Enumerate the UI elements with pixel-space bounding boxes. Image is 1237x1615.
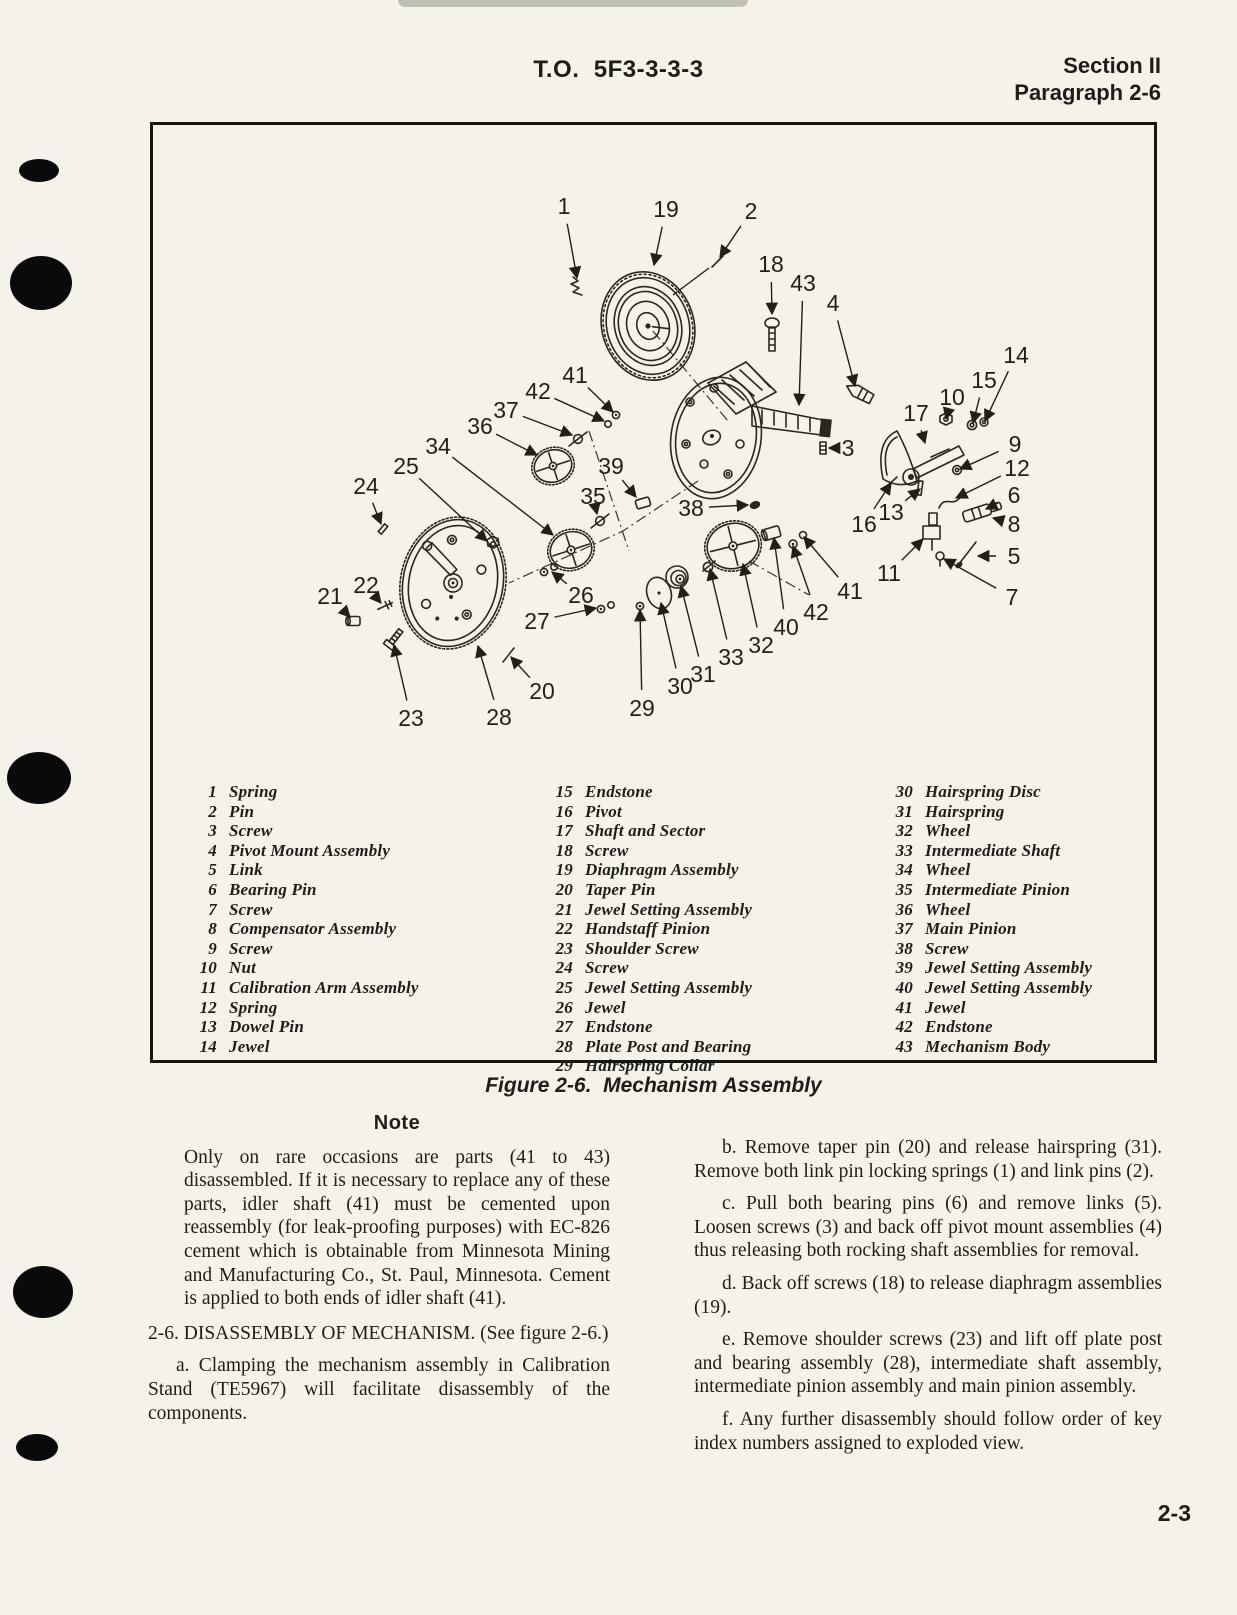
center-lines [509, 268, 809, 595]
part-name: Main Pinion [925, 919, 1017, 939]
callout-leader [523, 416, 572, 435]
part-number: 6 [208, 879, 217, 899]
screw-part-drawing [765, 318, 779, 351]
callout-label: 20 [529, 678, 555, 704]
part-row [185, 939, 495, 959]
note-text: Only on rare occasions are parts (41 to 43) disassembled. If it is necessary to replace any of these parts, idler shaft (41) must be cemented upon reassembly (for leak-proofing purposes) with EC-826 cement which is obtainable from Minnesota Mining and Manufacturing Co., St. Paul, Minnesota. Cement is applied to both ends of idler shaft (41). [184, 1146, 610, 1310]
part-name: Endstone [585, 1017, 653, 1037]
part-row [185, 821, 495, 841]
note-heading: Note [373, 1112, 421, 1134]
part-row [541, 880, 861, 900]
parts-column-3 [881, 782, 1151, 1056]
part-row [541, 821, 861, 841]
callout-label: 41 [562, 362, 588, 388]
part-row [185, 1037, 495, 1057]
part-row [881, 841, 1151, 861]
part-number: 31 [895, 801, 913, 821]
part-number: 13 [199, 1017, 217, 1037]
paragraph-c: c. Pull both bearing pins (6) and remove links (5). Loosen screws (3) and back off pivot mount assemblies (4) thus releasing both rocking shaft assemblies for removal. [694, 1193, 1162, 1262]
part-row [541, 841, 861, 861]
callout-label: 17 [903, 400, 929, 426]
part-name: Jewel Setting Assembly [925, 977, 1093, 997]
callout-label: 24 [353, 473, 379, 499]
part-row [185, 919, 495, 939]
part-number: 26 [555, 997, 573, 1017]
part-row [185, 782, 495, 802]
jewel-setting-cluster-drawing [760, 526, 806, 548]
callout-label: 25 [393, 453, 419, 479]
callout-label: 29 [629, 695, 655, 721]
part-number: 22 [555, 919, 573, 939]
callout-label: 19 [653, 196, 679, 222]
part-number: 33 [895, 840, 913, 860]
part-row [881, 880, 1151, 900]
callout-label: 11 [877, 560, 901, 586]
part-number: 16 [555, 801, 573, 821]
part-row [185, 978, 495, 998]
part-number: 20 [555, 879, 573, 899]
part-number: 32 [895, 821, 913, 841]
part-number: 8 [208, 919, 217, 939]
callout-label: 28 [486, 704, 512, 730]
shaft-and-sector-drawing [881, 413, 988, 495]
callout-label: 41 [837, 578, 863, 604]
callout-label: 33 [718, 644, 744, 670]
part-row [185, 860, 495, 880]
plate-post-and-bearing-drawing [388, 507, 518, 659]
part-row [541, 998, 861, 1018]
paragraph-e: e. Remove shoulder screws (23) and lift off plate post and bearing assembly (28), intermediate shaft assembly, intermediate pinion assembly and main pinion assembly. [694, 1329, 1162, 1398]
part-row [541, 919, 861, 939]
part-number: 29 [555, 1056, 573, 1076]
callout-leader [710, 569, 727, 639]
paragraph-d: d. Back off screws (18) to release diaphragm assemblies (19). [694, 1272, 1162, 1318]
callout-leader [640, 610, 642, 690]
callout-leader [654, 227, 662, 265]
part-name: Screw [585, 958, 629, 978]
callout-label: 39 [598, 453, 624, 479]
callout-label: 23 [398, 705, 424, 731]
part-name: Pin [229, 801, 255, 821]
part-number: 21 [555, 899, 573, 919]
part-name: Jewel [229, 1036, 270, 1056]
pivot-mount-drawing [844, 381, 874, 405]
callout-leader [419, 478, 487, 541]
part-row [541, 1056, 861, 1076]
callout-label: 34 [425, 433, 451, 459]
part-name: Endstone [585, 782, 653, 801]
callout-leader [921, 430, 925, 443]
callout-label: 22 [353, 572, 379, 598]
callout-label: 3 [841, 435, 855, 461]
callout-leader [793, 546, 810, 595]
callout-label: 38 [678, 495, 704, 521]
callout-label: 1 [557, 193, 571, 219]
callout-leader [804, 537, 838, 577]
taper-pin-drawing [503, 648, 514, 662]
callout-leader [709, 505, 748, 507]
part-name: Hairspring Disc [925, 782, 1041, 801]
part-name: Jewel Setting Assembly [925, 958, 1093, 978]
scan-smudge [398, 0, 748, 7]
callout-leader [799, 301, 802, 405]
part-number: 18 [555, 840, 573, 860]
pin-part-drawing [712, 256, 723, 267]
callout-label: 9 [1008, 431, 1022, 457]
wheel-drawing [699, 515, 766, 577]
text-column-right [694, 1136, 1162, 1455]
callout-leader [771, 282, 772, 314]
callout-label: 14 [1003, 342, 1029, 368]
part-row [881, 919, 1151, 939]
part-row [541, 900, 861, 920]
callout-label: 35 [580, 483, 606, 509]
callout-leader [496, 434, 537, 455]
part-number: 2 [208, 801, 217, 821]
callout-leader [478, 646, 494, 700]
part-name: Plate Post and Bearing [585, 1036, 752, 1056]
part-number: 24 [555, 958, 573, 978]
part-number: 17 [555, 821, 573, 841]
spring-part-drawing [571, 277, 582, 295]
part-number: 30 [895, 782, 913, 801]
part-row [185, 958, 495, 978]
part-row [185, 1017, 495, 1037]
callout-label: 6 [1007, 482, 1021, 508]
part-row [881, 958, 1151, 978]
part-number: 42 [895, 1017, 913, 1037]
part-number: 19 [555, 860, 573, 880]
callout-label: 30 [667, 673, 693, 699]
callout-label: 36 [467, 413, 493, 439]
callout-label: 18 [758, 251, 784, 277]
part-number: 14 [199, 1036, 217, 1056]
parts-column-2 [541, 782, 861, 1076]
part-row [881, 998, 1151, 1018]
part-name: Nut [229, 958, 257, 978]
part-row [185, 841, 495, 861]
part-number: 15 [555, 782, 573, 801]
part-number: 35 [895, 879, 913, 899]
part-row [541, 1037, 861, 1057]
part-name: Intermediate Shaft [925, 840, 1061, 860]
part-name: Screw [229, 938, 273, 958]
callout-label: 26 [568, 582, 594, 608]
callout-leader [956, 476, 1001, 498]
figure-caption: Figure 2-6. Mechanism Assembly [485, 1074, 822, 1097]
callout-label: 43 [790, 270, 816, 296]
part-name: Taper Pin [585, 879, 656, 899]
callout-label: 21 [317, 583, 343, 609]
part-name: Hairspring [925, 801, 1005, 821]
part-number: 36 [895, 899, 913, 919]
part-name: Jewel Setting Assembly [585, 899, 753, 919]
part-name: Wheel [925, 899, 971, 919]
callout-label: 31 [690, 661, 716, 687]
part-row [185, 802, 495, 822]
figure-box [150, 122, 1157, 1076]
callout-label: 37 [493, 397, 519, 423]
mechanism-exploded-view-diagram [153, 125, 1154, 775]
part-number: 1 [208, 782, 217, 801]
left-small-parts-drawing [378, 411, 761, 548]
callout-leader [567, 224, 577, 278]
part-number: 12 [199, 997, 217, 1017]
callout-layer [317, 193, 1030, 731]
part-name: Wheel [925, 821, 971, 841]
parts-column-1 [185, 782, 495, 1056]
part-name: Screw [585, 840, 629, 860]
callout-label: 4 [826, 290, 840, 316]
part-row [881, 821, 1151, 841]
callout-leader [588, 388, 613, 412]
part-name: Shoulder Screw [585, 938, 699, 958]
binder-hole [13, 1266, 73, 1318]
callout-label: 7 [1005, 584, 1019, 610]
part-row [881, 1037, 1151, 1057]
callout-leader [774, 538, 784, 609]
part-row [185, 880, 495, 900]
part-name: Jewel Setting Assembly [585, 977, 753, 997]
diaphragm-assembly-drawing [587, 259, 708, 392]
part-name: Wheel [925, 860, 971, 880]
part-number: 41 [895, 997, 913, 1017]
callout-label: 27 [524, 608, 550, 634]
part-number: 38 [895, 938, 913, 958]
hairspring-cluster-drawing [636, 561, 715, 612]
part-name: Link [229, 860, 263, 880]
callout-label: 2 [744, 198, 758, 224]
paragraph-a: a. Clamping the mechanism assembly in Calibration Stand (TE5967) will facilitate disassembly of the components. [148, 1355, 610, 1424]
binder-hole [7, 752, 71, 804]
part-name: Mechanism Body [925, 1036, 1051, 1056]
part-number: 7 [208, 899, 217, 919]
binder-hole [19, 159, 59, 182]
part-row [541, 782, 861, 802]
part-name: Screw [925, 938, 969, 958]
part-number: 34 [895, 860, 913, 880]
callout-label: 8 [1007, 511, 1021, 537]
part-name: Screw [229, 899, 273, 919]
part-row [881, 802, 1151, 822]
callout-leader [511, 657, 530, 678]
callout-leader [622, 480, 636, 497]
binder-hole [10, 256, 72, 310]
part-row [541, 1017, 861, 1037]
callout-leader [973, 397, 980, 423]
part-row [881, 978, 1151, 998]
callout-leader [552, 572, 567, 584]
paragraph-label: Paragraph 2-6 [1014, 80, 1161, 105]
part-number: 43 [895, 1036, 913, 1056]
part-row [185, 998, 495, 1018]
bottom-left-parts-drawing [346, 599, 405, 650]
callout-leader [555, 608, 596, 617]
callout-leader [838, 320, 855, 386]
part-number: 3 [208, 821, 217, 841]
callout-leader [720, 226, 741, 257]
part-number: 10 [199, 958, 217, 978]
callout-leader [960, 451, 999, 469]
callout-label: 16 [851, 511, 877, 537]
part-name: Bearing Pin [229, 879, 317, 899]
page-number: 2-3 [1157, 1500, 1191, 1526]
part-number: 27 [555, 1017, 573, 1037]
part-name: Calibration Arm Assembly [229, 977, 419, 997]
part-number: 39 [895, 958, 913, 978]
part-number: 11 [200, 977, 217, 997]
part-row [541, 958, 861, 978]
part-row [881, 782, 1151, 802]
part-number: 40 [895, 977, 913, 997]
mechanism-body-drawing [662, 362, 832, 505]
callout-leader [902, 539, 923, 560]
callout-leader [342, 609, 350, 617]
callout-leader [946, 414, 947, 419]
callout-label: 12 [1004, 455, 1030, 481]
part-number: 28 [555, 1036, 573, 1056]
screw-part-drawing [820, 442, 826, 454]
callout-leader [378, 599, 381, 603]
part-name: Endstone [925, 1017, 993, 1037]
part-number: 37 [895, 919, 913, 939]
callout-leader [373, 503, 381, 524]
callout-leader [394, 645, 407, 700]
part-name: Jewel [585, 997, 626, 1017]
section-label: Section II [1063, 53, 1161, 78]
part-row [541, 939, 861, 959]
part-row [881, 900, 1151, 920]
callout-label: 5 [1007, 543, 1021, 569]
part-row [185, 900, 495, 920]
to-number: T.O. 5F3-3-3-3 [533, 56, 704, 83]
part-name: Pivot Mount Assembly [229, 840, 391, 860]
part-name: Jewel [925, 997, 966, 1017]
part-name: Compensator Assembly [229, 919, 397, 939]
part-name: Intermediate Pinion [925, 879, 1071, 899]
callout-leader [743, 564, 757, 627]
paragraph-b: b. Remove taper pin (20) and release hairspring (31). Remove both link pin locking springs (1) and link pins (2). [694, 1137, 1162, 1182]
part-row [881, 860, 1151, 880]
text-column-left [148, 1112, 610, 1425]
section-header [1014, 52, 1161, 106]
part-name: Spring [229, 782, 278, 801]
section-2-6-heading: 2-6. DISASSEMBLY OF MECHANISM. (See figure 2-6.) [148, 1322, 609, 1344]
part-number: 25 [555, 977, 573, 997]
callout-label: 13 [878, 499, 904, 525]
part-number: 4 [208, 840, 217, 860]
callout-label: 15 [971, 367, 997, 393]
callout-leader [944, 559, 996, 588]
binder-hole [16, 1434, 58, 1461]
callout-label: 40 [773, 614, 799, 640]
part-name: Hairspring Collar [585, 1056, 715, 1076]
part-row [541, 802, 861, 822]
callout-leader [993, 518, 997, 519]
part-name: Screw [229, 821, 273, 841]
part-number: 5 [208, 860, 217, 880]
part-row [881, 1017, 1151, 1037]
paragraph-f: f. Any further disassembly should follow order of key index numbers assigned to exploded view. [694, 1408, 1162, 1454]
part-name: Diaphragm Assembly [585, 860, 739, 880]
part-name: Pivot [585, 801, 622, 821]
part-row [881, 939, 1151, 959]
part-number: 23 [555, 938, 573, 958]
callout-label: 42 [525, 378, 551, 404]
callout-leader [661, 603, 676, 668]
wheel-drawing [527, 442, 579, 490]
part-name: Dowel Pin [229, 1017, 304, 1037]
part-number: 9 [208, 938, 217, 958]
part-name: Spring [229, 997, 278, 1017]
part-row [541, 860, 861, 880]
callout-label: 42 [803, 599, 829, 625]
callout-label: 32 [748, 632, 774, 658]
part-name: Handstaff Pinion [585, 919, 711, 939]
callout-leader [681, 586, 699, 657]
callout-label: 10 [939, 384, 965, 410]
part-row [541, 978, 861, 998]
part-name: Shaft and Sector [585, 821, 706, 841]
callout-leader [554, 398, 604, 421]
